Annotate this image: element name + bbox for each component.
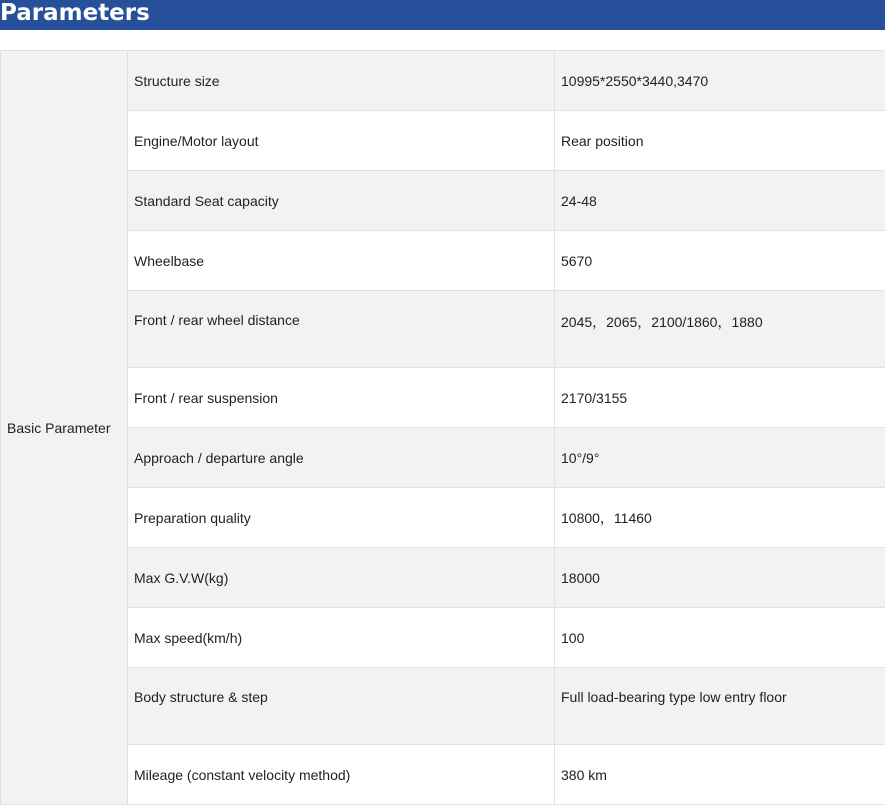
parameter-name: Approach / departure angle bbox=[128, 428, 555, 488]
table-row bbox=[1, 428, 885, 488]
parameter-name: Preparation quality bbox=[128, 488, 555, 548]
parameter-name: Mileage (constant velocity method) bbox=[128, 745, 555, 805]
parameter-value: 5670 bbox=[555, 231, 885, 291]
parameter-name: Standard Seat capacity bbox=[128, 171, 555, 231]
parameter-name: Engine/Motor layout bbox=[128, 111, 555, 171]
section-title: Parameters bbox=[0, 0, 150, 28]
parameter-name: Wheelbase bbox=[128, 231, 555, 291]
parameter-name: Structure size bbox=[128, 51, 555, 111]
parameter-value: 10°/9° bbox=[555, 428, 885, 488]
parameter-value: Rear position bbox=[555, 111, 885, 171]
parameter-value: 10995*2550*3440,3470 bbox=[555, 51, 885, 111]
parameter-name: Front / rear suspension bbox=[128, 368, 555, 428]
table-row bbox=[1, 745, 885, 805]
table-row bbox=[1, 111, 885, 171]
section-header bbox=[0, 0, 885, 30]
table-row bbox=[1, 668, 885, 745]
parameter-value: Full load-bearing type low entry floor bbox=[555, 668, 885, 745]
table-row bbox=[1, 368, 885, 428]
table-row bbox=[1, 51, 885, 111]
header-spacer bbox=[0, 30, 885, 50]
parameter-value: 2170/3155 bbox=[555, 368, 885, 428]
table-row bbox=[1, 171, 885, 231]
parameter-value: 380 km bbox=[555, 745, 885, 805]
table-row bbox=[1, 291, 885, 368]
parameter-value: 24-48 bbox=[555, 171, 885, 231]
parameters-table bbox=[0, 50, 885, 805]
parameter-value: 2045，2065，2100/1860，1880 bbox=[555, 291, 885, 368]
parameter-name: Front / rear wheel distance bbox=[128, 291, 555, 368]
parameter-name: Max speed(km/h) bbox=[128, 608, 555, 668]
parameter-value: 100 bbox=[555, 608, 885, 668]
table-row bbox=[1, 548, 885, 608]
table-row bbox=[1, 231, 885, 291]
parameter-name: Body structure & step bbox=[128, 668, 555, 745]
parameter-value: 10800，11460 bbox=[555, 488, 885, 548]
table-row bbox=[1, 608, 885, 668]
parameter-value: 18000 bbox=[555, 548, 885, 608]
group-label: Basic Parameter bbox=[1, 51, 128, 805]
parameter-name: Max G.V.W(kg) bbox=[128, 548, 555, 608]
table-row bbox=[1, 488, 885, 548]
